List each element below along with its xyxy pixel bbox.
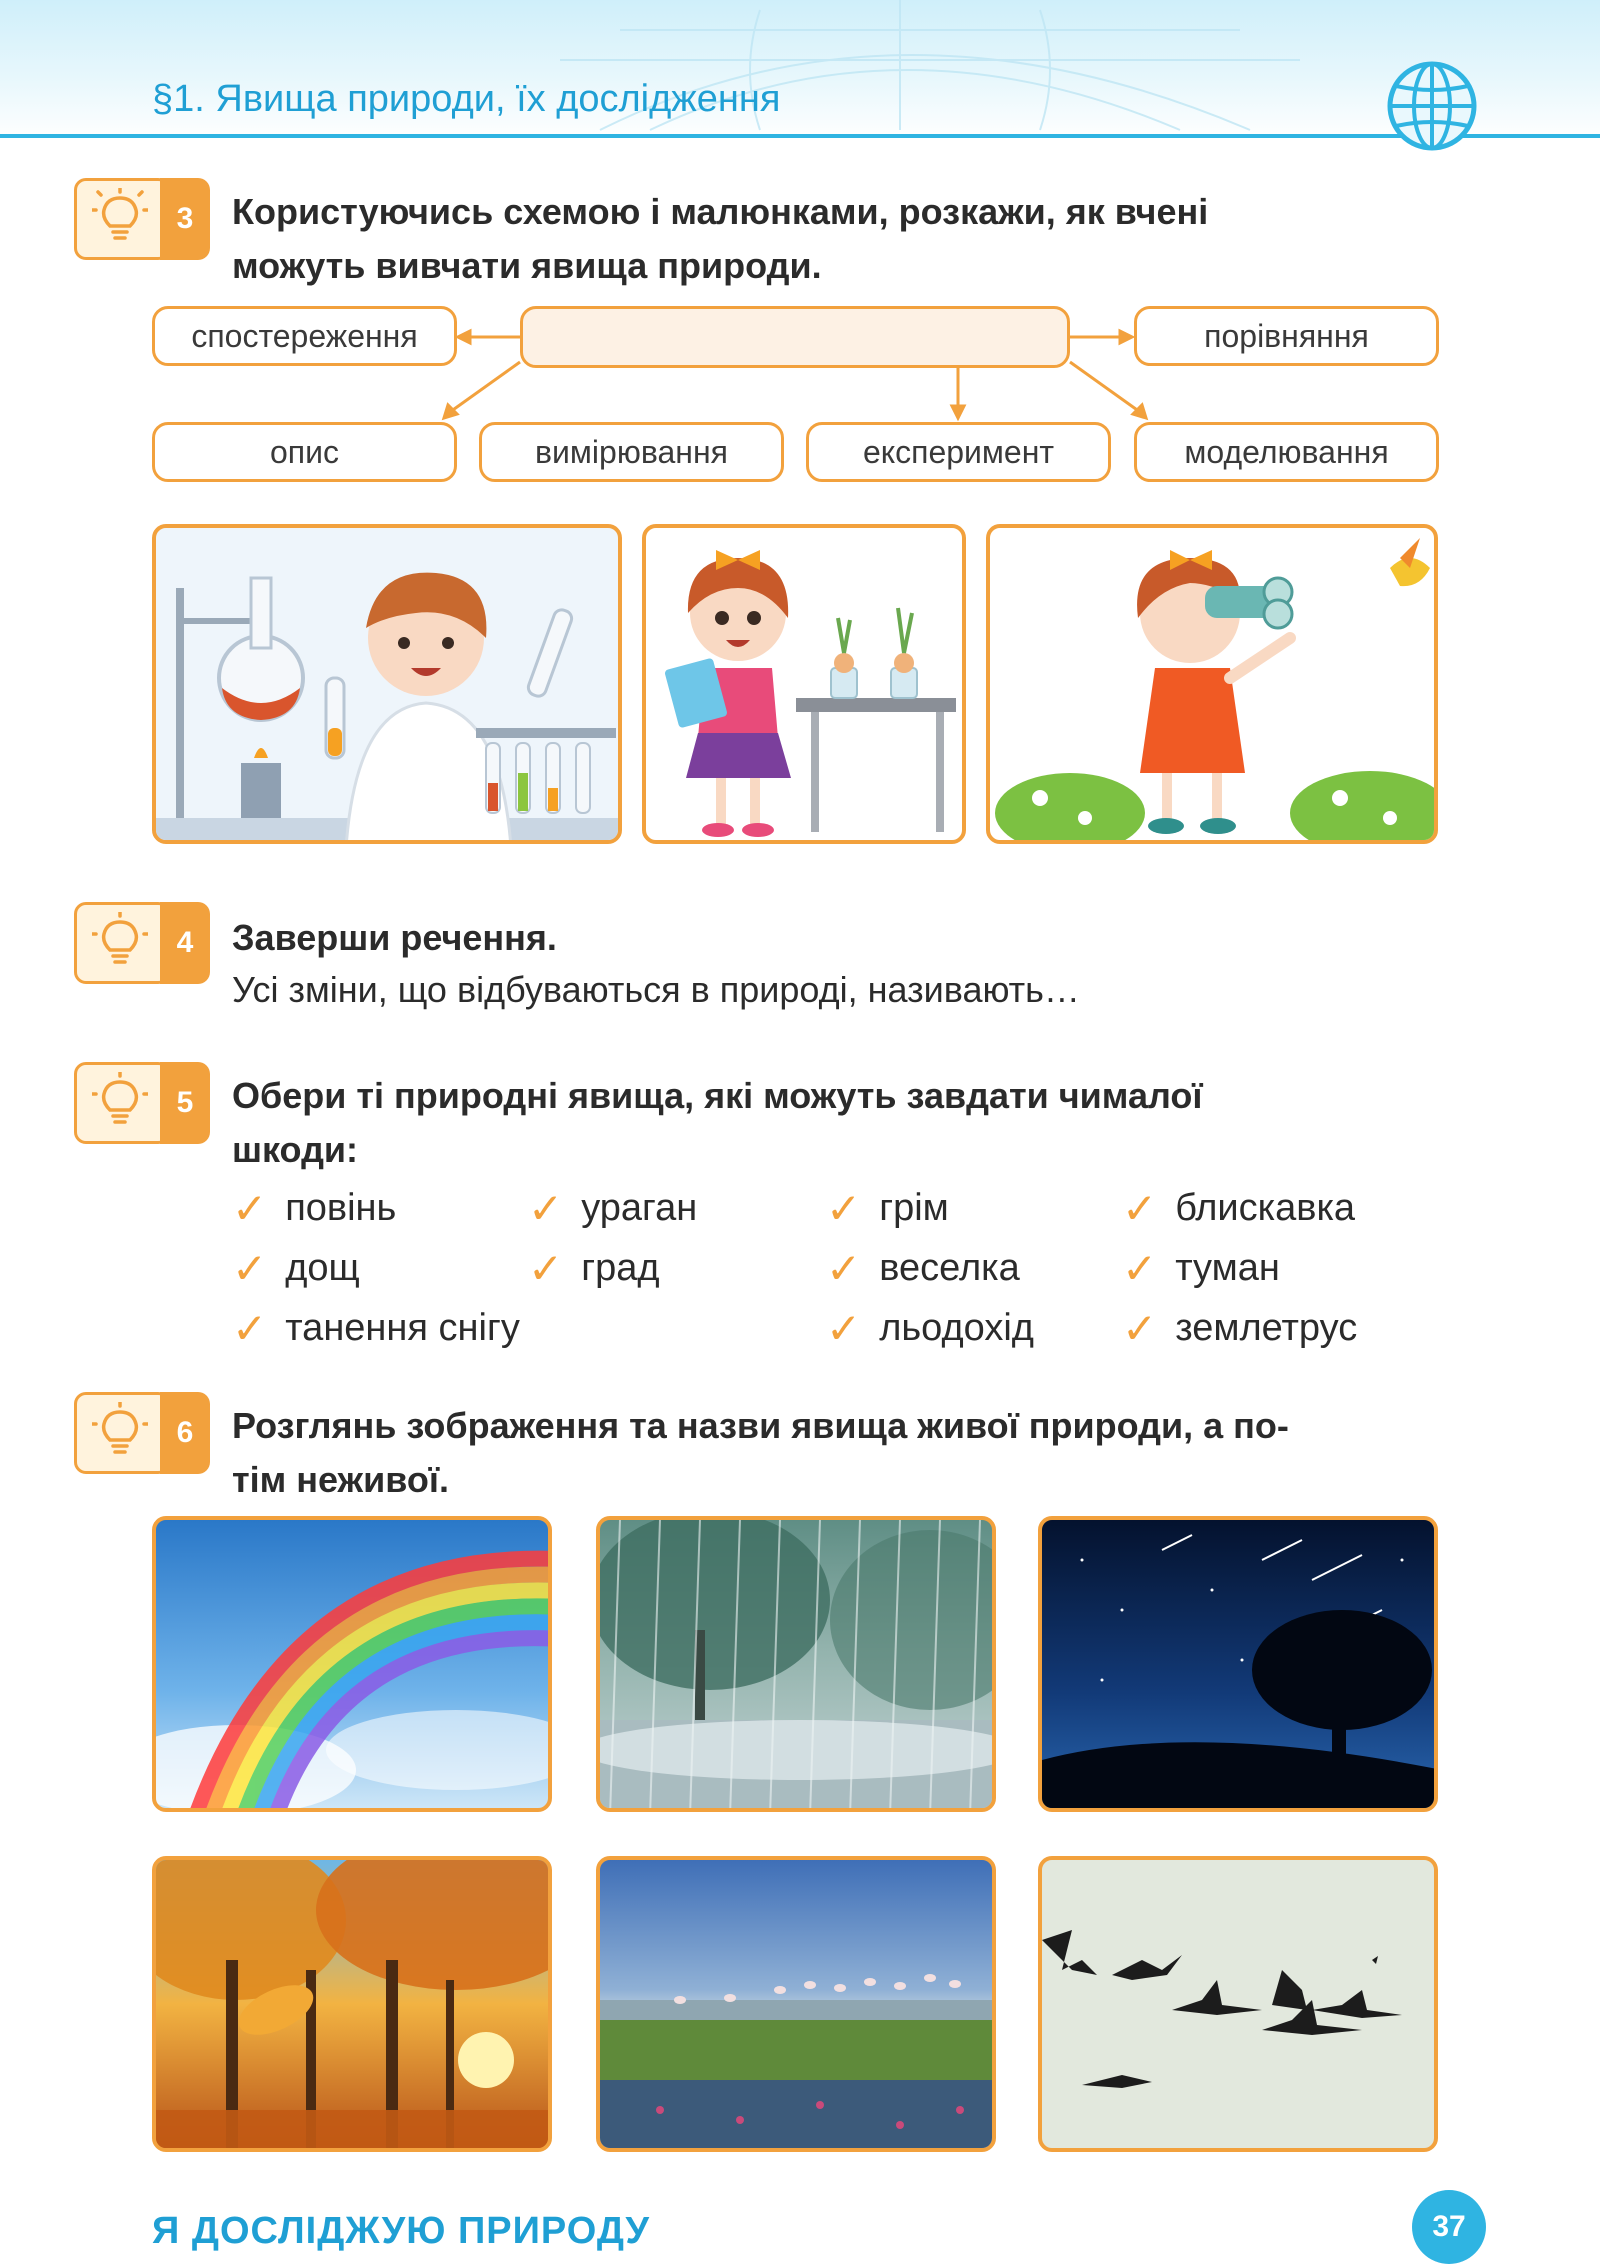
check-icon: ✓ bbox=[1122, 1245, 1158, 1292]
flying-cranes-image bbox=[1042, 1860, 1438, 2152]
birds-lake-image bbox=[600, 1860, 996, 2152]
check-icon: ✓ bbox=[826, 1305, 862, 1352]
task3-text-line1: Користуючись схемою і малюнками, розкажи, як вчені bbox=[232, 191, 1209, 232]
scheme-box-comparison: порівняння bbox=[1134, 306, 1439, 366]
option-earthquake[interactable]: ✓ землетрус bbox=[1122, 1305, 1358, 1352]
book-title: Я ДОСЛІДЖУЮ ПРИРОДУ bbox=[152, 2210, 651, 2252]
task6-text-line2: тім неживої. bbox=[232, 1459, 449, 1500]
page-number: 37 bbox=[1412, 2190, 1486, 2264]
lightbulb-icon bbox=[92, 1072, 148, 1128]
illustration-scientist-lab bbox=[152, 524, 622, 844]
task-number: 3 bbox=[160, 178, 210, 260]
illustration-girl-measuring bbox=[642, 524, 966, 844]
scheme-box-modeling: моделювання bbox=[1134, 422, 1439, 482]
check-icon: ✓ bbox=[528, 1245, 564, 1292]
option-flood[interactable]: ✓ повінь bbox=[232, 1185, 397, 1232]
photo-autumn-forest bbox=[152, 1856, 552, 2152]
girl-measuring-image bbox=[646, 528, 966, 844]
task-number: 5 bbox=[160, 1062, 210, 1144]
rain-image bbox=[600, 1520, 996, 1812]
task-badge-3 bbox=[74, 178, 210, 258]
scheme-box-description: опис bbox=[152, 422, 457, 482]
section-title: §1. Явища природи, їх дослідження bbox=[152, 78, 781, 120]
lightbulb-icon bbox=[92, 912, 148, 968]
scheme-center-box bbox=[520, 306, 1070, 368]
lightbulb-icon bbox=[92, 1402, 148, 1458]
check-icon: ✓ bbox=[232, 1185, 268, 1232]
task-badge-5 bbox=[74, 1062, 210, 1142]
check-icon: ✓ bbox=[232, 1245, 268, 1292]
check-icon: ✓ bbox=[826, 1245, 862, 1292]
header-rule bbox=[0, 134, 1600, 138]
scientist-lab-image bbox=[156, 528, 622, 844]
option-snow-melting[interactable]: ✓ танення снігу bbox=[232, 1305, 520, 1352]
task5-text-line1: Обери ті природні явища, які можуть завдати чималої bbox=[232, 1075, 1203, 1116]
option-thunder[interactable]: ✓ грім bbox=[826, 1185, 949, 1232]
option-lightning[interactable]: ✓ блискавка bbox=[1122, 1185, 1356, 1232]
check-icon: ✓ bbox=[1122, 1305, 1158, 1352]
lightbulb-icon bbox=[92, 188, 148, 244]
night-sky-meteor-image bbox=[1042, 1520, 1438, 1812]
option-hurricane[interactable]: ✓ ураган bbox=[528, 1185, 698, 1232]
autumn-forest-image bbox=[156, 1860, 552, 2152]
task-number: 4 bbox=[160, 902, 210, 984]
check-icon: ✓ bbox=[826, 1185, 862, 1232]
girl-binoculars-image bbox=[990, 528, 1438, 844]
globe-icon bbox=[1386, 60, 1478, 152]
option-rainbow[interactable]: ✓ веселка bbox=[826, 1245, 1020, 1292]
photo-birds-lake bbox=[596, 1856, 996, 2152]
task3-text-line2: можуть вивчати явища природи. bbox=[232, 245, 822, 286]
scheme-box-experiment: експеримент bbox=[806, 422, 1111, 482]
check-icon: ✓ bbox=[232, 1305, 268, 1352]
scheme-box-observation: спостереження bbox=[152, 306, 457, 366]
task5-text-line2: шкоди: bbox=[232, 1129, 359, 1170]
task-badge-6 bbox=[74, 1392, 210, 1472]
option-rain[interactable]: ✓ дощ bbox=[232, 1245, 360, 1292]
check-icon: ✓ bbox=[1122, 1185, 1158, 1232]
option-ice-drift[interactable]: ✓ льодохід bbox=[826, 1305, 1034, 1352]
photo-rainbow bbox=[152, 1516, 552, 1812]
option-hail[interactable]: ✓ град bbox=[528, 1245, 660, 1292]
option-fog[interactable]: ✓ туман bbox=[1122, 1245, 1280, 1292]
task-badge-4 bbox=[74, 902, 210, 982]
check-icon: ✓ bbox=[528, 1185, 564, 1232]
task-number: 6 bbox=[160, 1392, 210, 1474]
photo-night-sky bbox=[1038, 1516, 1438, 1812]
rainbow-image bbox=[156, 1520, 552, 1812]
photo-rain bbox=[596, 1516, 996, 1812]
task4-sentence: Усі зміни, що відбуваються в природі, називають… bbox=[232, 969, 1080, 1010]
scheme-box-measurement: вимірювання bbox=[479, 422, 784, 482]
photo-flying-cranes bbox=[1038, 1856, 1438, 2152]
task4-title: Заверши речення. bbox=[232, 917, 557, 958]
illustration-girl-binoculars bbox=[986, 524, 1438, 844]
task6-text-line1: Розглянь зображення та назви явища живої природи, а по- bbox=[232, 1405, 1289, 1446]
